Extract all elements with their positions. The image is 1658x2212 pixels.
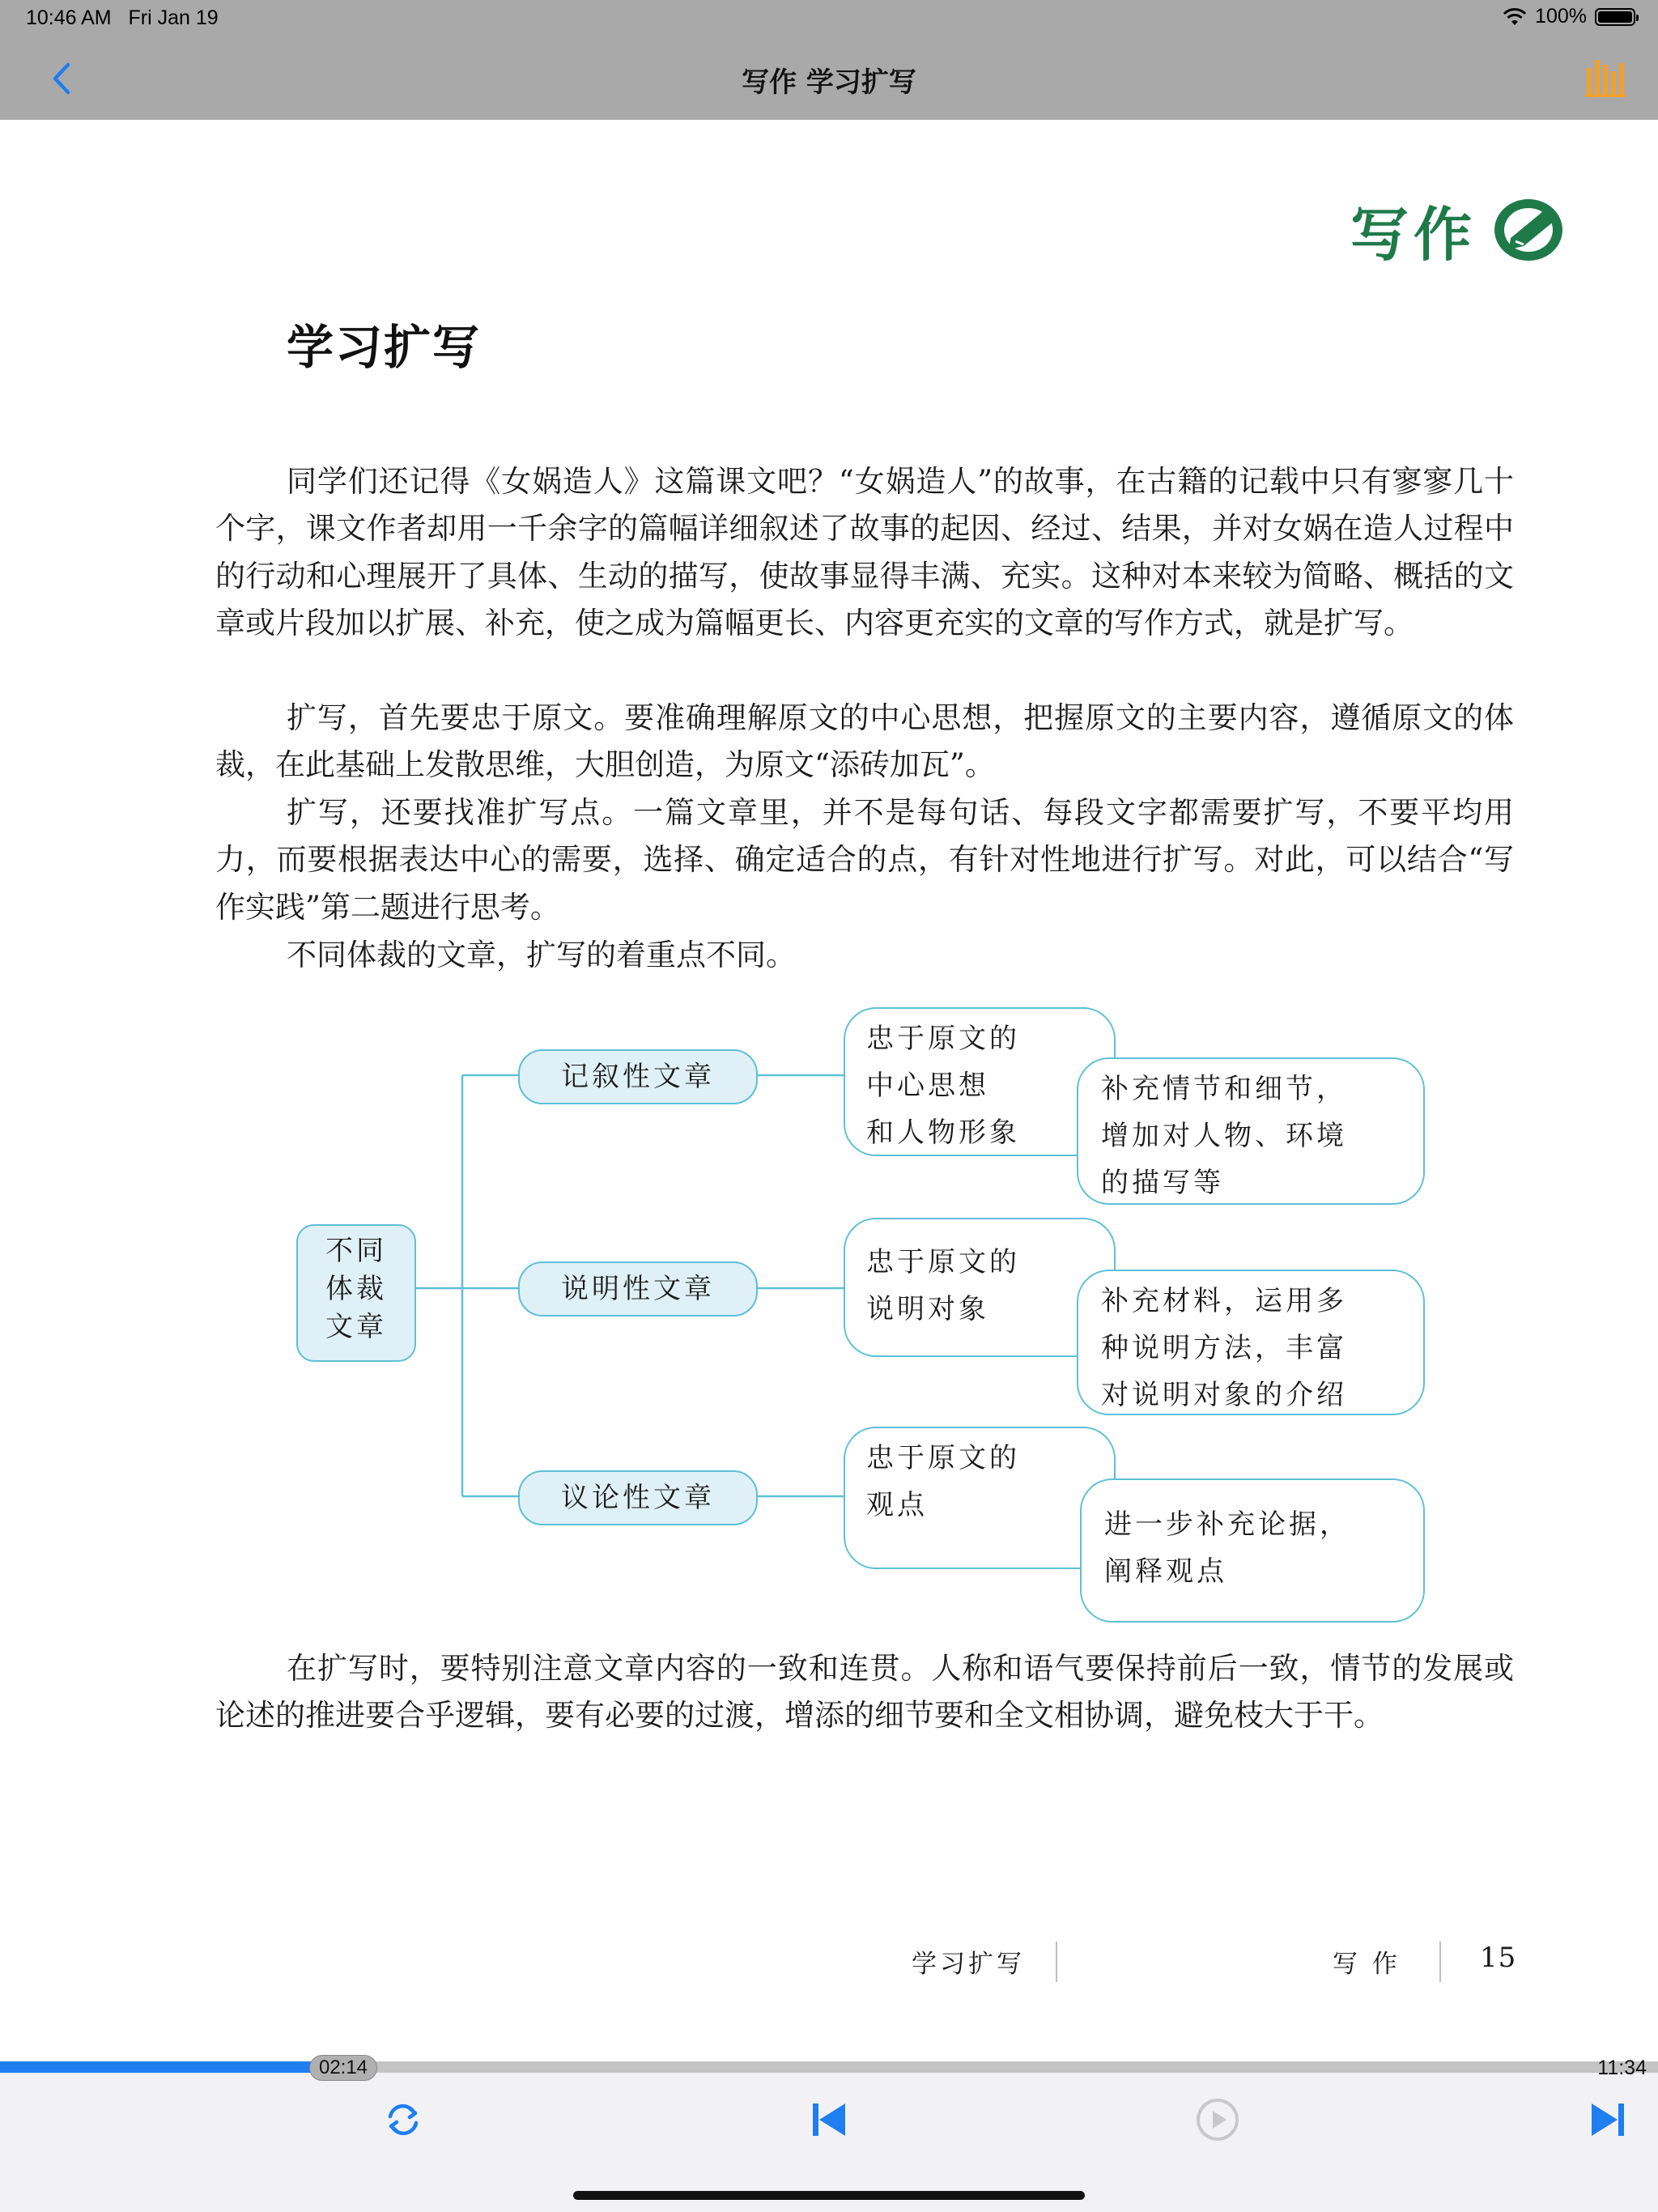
chapter-mark [1350,188,1569,272]
bar-chart-icon [1585,60,1626,97]
status-date: Fri Jan 19 [128,6,219,29]
paragraph-2: 扩写，首先要忠于原文。要准确理解原文的中心思想，把握原文的主要内容，遵循原文的体裁，在此基础上发散思维，大胆创造，为原文“添砖加瓦”。 [215,700,1514,783]
footer-unit: 写 作 [1333,1950,1401,1979]
closing-paragraph: 在扩写时，要特别注意文章内容的一致和连贯。人称和语气要保持前后一致，情节的发展或论述的推进要合乎逻辑，要有必要的过渡，增添的细节要和全文相协调，避免枝大于干。 [215,1651,1514,1733]
page-title: 学习扩写 [287,320,482,375]
wifi-icon [1503,7,1527,27]
repeat-icon [390,2106,416,2133]
skip-previous-icon [813,2104,845,2136]
play-icon [1198,2100,1237,2139]
footer-divider-2 [1439,1942,1441,1982]
principle-argumentative: 忠于原文的 观点 [844,1427,1116,1569]
progress-slider[interactable] [0,2061,1658,2073]
skip-next-icon [1592,2104,1624,2136]
chapter-label: 写作 [1350,200,1477,269]
principle-narrative: 忠于原文的 中心思想 和人物形象 [844,1007,1116,1156]
genre-narrative: 记叙性文章 [518,1049,758,1104]
status-indicators [1503,5,1635,28]
status-clock: 10:46 AM [26,6,112,29]
top-bar [0,0,1658,120]
detail-expository: 补充材料，运用多 种说明方法，丰富 对说明对象的介绍 [1077,1270,1425,1415]
footer-section: 学习扩写 [912,1950,1025,1979]
paragraph-3: 扩写，还要找准扩写点。一篇文章里，并不是每句话、每段文字都需要扩写，不要平均用力，而要根据表达中心的需要，选择、确定适合的点，有针对性地进行扩写。对此，可以结合“写作实践”第二题进行思考。 [215,795,1514,925]
genre-expository: 说明性文章 [518,1261,758,1317]
status-time [26,6,219,30]
total-time: 11:34 [1597,2057,1647,2079]
paragraph-4: 不同体裁的文章，扩写的着重点不同。 [287,938,796,972]
menu-button[interactable] [1585,57,1626,99]
detail-argumentative: 进一步补充论据， 阐释观点 [1080,1478,1425,1623]
principle-expository: 忠于原文的 说明对象 [844,1218,1116,1357]
home-indicator [573,2191,1085,2200]
battery-level [1598,11,1632,23]
current-time-handle[interactable]: 02:14 [309,2055,377,2081]
play-button[interactable] [1195,2097,1240,2142]
progress-fill [0,2061,320,2073]
detail-narrative: 补充情节和细节， 增加对人物、环境 的描写等 [1077,1057,1425,1205]
next-button[interactable] [1585,2097,1630,2142]
repeat-button[interactable] [380,2097,426,2142]
diagram-root: 不同 体裁 文章 [296,1224,416,1362]
battery-percent: 100% [1535,5,1587,28]
previous-button[interactable] [806,2097,852,2142]
genre-argumentative: 议论性文章 [518,1470,758,1525]
paragraph-1: 同学们还记得《女娲造人》这篇课文吧？“女娲造人”的故事，在古籍的记载中只有寥寥几十个字，课文作者却用一千余字的篇幅详细叙述了故事的起因、经过、结果，并对女娲在造人过程中的行动和心理展开了具体、生动的描写，使故事显得丰满、充实。这种对本来较为简略、概括的文章或片段加以扩展、补充，使之成为篇幅更长、内容更充实的文章的写作方式，就是扩写。 [215,464,1514,641]
footer-divider-1 [1056,1942,1057,1982]
nav-title: 写作 学习扩写 [742,66,916,99]
genre-diagram [296,1001,1438,1632]
pen-circle-icon [1491,196,1569,264]
battery-icon [1595,8,1635,26]
page-number: 15 [1480,1942,1517,1974]
